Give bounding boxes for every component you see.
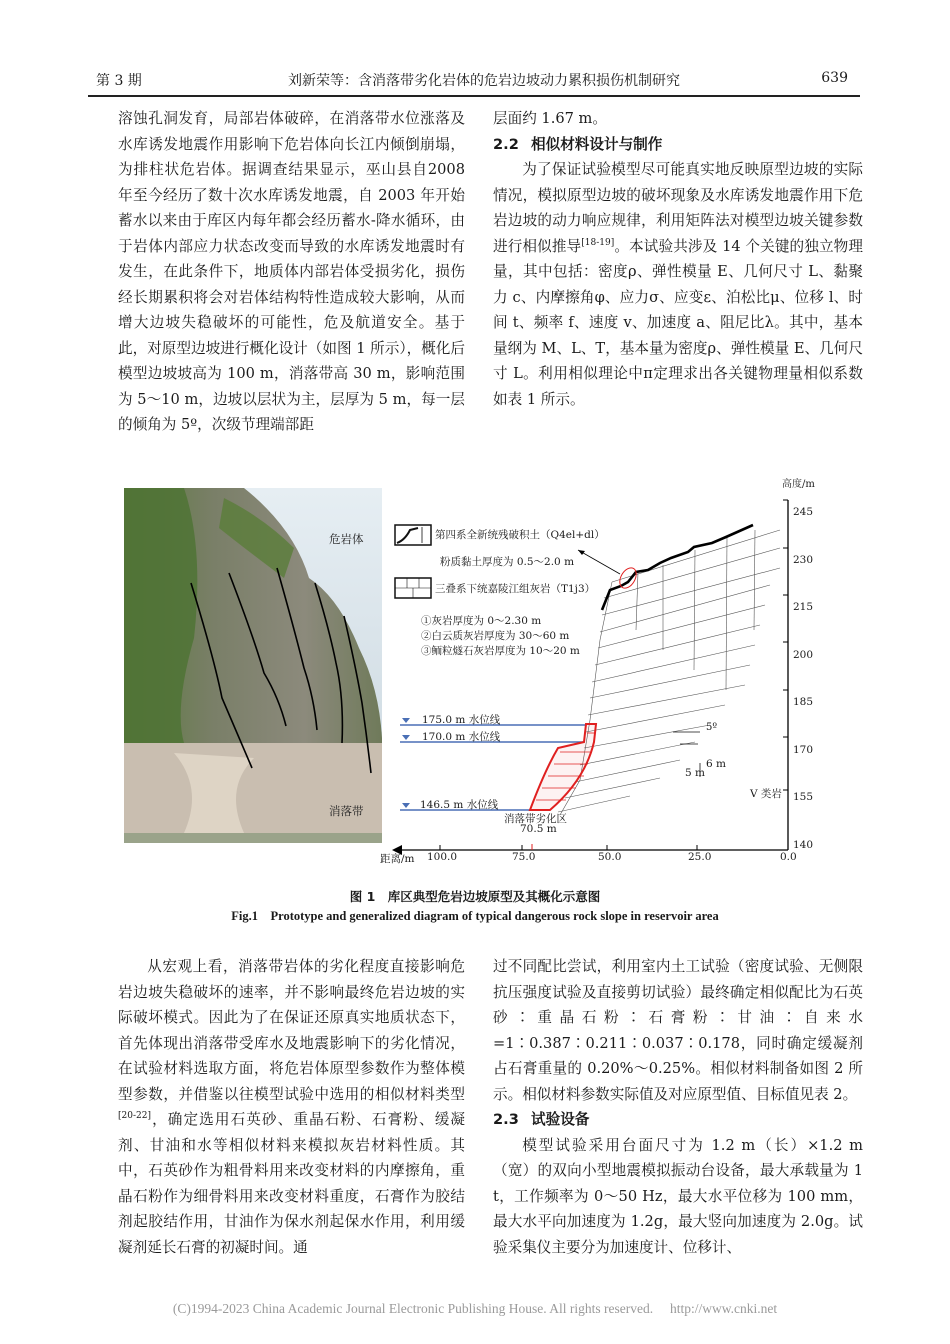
issue-number: 第 3 期 [96, 73, 142, 89]
x-tick: 100.0 [427, 851, 458, 863]
legend-q4-note: 粉质黏土厚度为 0.5～2.0 m [440, 556, 575, 568]
surface-soil-line [602, 525, 753, 610]
section-title: 试验设备 [531, 1111, 590, 1128]
water-level-146: 146.5 m 水位线 [420, 799, 499, 811]
photo-label-fluctuation-zone: 消落带 [329, 804, 364, 818]
paragraph-continuation: 层面约 1.67 m。 [493, 110, 607, 127]
degraded-zone-distance: 70.5 m [520, 823, 557, 835]
section-number: 2.3 [493, 1111, 519, 1128]
paragraph [493, 157, 863, 412]
y-axis-ticks [793, 489, 813, 869]
y-tick: 200 [793, 648, 814, 661]
legend-q4-icon [395, 525, 431, 545]
dip-angle-label: 5º [706, 722, 718, 733]
layer-thickness-list [421, 614, 580, 659]
layer-2: ②白云质灰岩厚度为 30～60 m [421, 630, 570, 642]
figure-caption-cn: 图 1 库区典型危岩边坡原型及其概化示意图 [349, 889, 601, 904]
paragraph: 模型试验采用台面尺寸为 1.2 m（长）×1.2 m（宽）的双向小型地震模拟振动台设备，最大承载量为 1 t，工作频率为 0～50 Hz，最大水平位移为 100 mm，最大水平向加速度为 1.2g，最大竖向加速度为 2.0g。试验采集仪主要分为加速度计、位移计、 [493, 1136, 863, 1256]
degraded-zone [530, 724, 596, 810]
layer-1: ①灰岩厚度为 0～2.30 m [421, 615, 542, 627]
legend-t1j3-icon [395, 578, 431, 598]
column-right-bottom [493, 954, 863, 1260]
section-heading-2-2 [493, 132, 863, 158]
thickness-label: 5 m [685, 767, 705, 779]
column-right-top [493, 106, 863, 412]
citation[interactable]: [18-19] [581, 237, 615, 248]
photo-label-dangerous-rock: 危岩体 [329, 532, 364, 546]
y-tick: 245 [793, 506, 814, 518]
x-tick: 50.0 [598, 851, 622, 863]
x-tick: 75.0 [512, 851, 536, 863]
copyright-footer: (C)1994-2023 China Academic Journal Electronic Publishing House. All rights reserved. http://www.cnki.net [172, 1301, 778, 1316]
water-level-170: 170.0 m 水位线 [422, 731, 501, 743]
rock-layers [558, 530, 780, 815]
page-number: 639 [821, 70, 848, 86]
legend-q4-label: 第四系全新统残破积土（Q4el+dl） [435, 529, 605, 541]
citation[interactable]: [20-22] [118, 1111, 151, 1122]
paragraph-text: 从宏观上看，消落带岩体的劣化程度直接影响危岩边坡失稳破坏的速率，并不影响最终危岩边坡的实际破坏模式。因此为了在保证还原真实地质状态下，首先体现出消落带受库水及地震影响下的劣化情况，在试验材料选取方面，将危岩体原型参数作为整体模型参数，并借鉴以往模型试验中选用的相似材料类型 [118, 958, 465, 1103]
running-header [88, 66, 860, 92]
y-tick: 140 [793, 838, 814, 851]
slope-photo [124, 488, 382, 843]
y-tick: 185 [793, 696, 814, 708]
y-tick: 215 [793, 601, 814, 613]
section-heading-2-3 [493, 1107, 863, 1133]
legend-t1j3-label: 三叠系下统嘉陵江组灰岩（T1j3） [435, 583, 596, 595]
cliff-photo-illustration [124, 488, 382, 843]
figure-1 [122, 480, 822, 870]
water-level-icons [402, 718, 410, 808]
paragraph: 过不同配比尝试，利用室内土工试验（密度试验、无侧限抗压强度试验及直接剪切试验）最终确定相似配比为石英砂∶重晶石粉∶石膏粉∶甘油∶自来水=1∶0.387∶0.211∶0.037∶0.178，同时确定缓凝剂占石膏重量的 0.20%～0.25%。相似材料制备如图 2 所示。相似材料参数实际值及对应原型值、目标值见表 2。 [493, 958, 863, 1103]
x-axis-title: 距离/m [380, 853, 415, 865]
layer-3: ③鲕粒燧石灰岩厚度为 10～20 m [421, 645, 580, 657]
paragraph [118, 954, 465, 1260]
x-tick: 25.0 [688, 851, 712, 863]
y-tick: 230 [793, 553, 814, 566]
spacing-label: 6 m [706, 758, 726, 770]
section-number: 2.2 [493, 135, 519, 153]
water-level-175: 175.0 m 水位线 [422, 714, 501, 726]
header-rule [88, 95, 860, 97]
paragraph-text: 为了保证试验模型尽可能真实地反映原型边坡的实际情况，模拟原型边坡的破坏现象及水库诱发地震作用下危岩边坡的动力响应规律，利用矩阵法对模型边坡关键参数进行相似推导 [493, 161, 863, 255]
y-tick: 170 [793, 743, 814, 756]
running-title: 刘新荣等：含消落带劣化岩体的危岩边坡动力累积损伤机制研究 [288, 73, 680, 89]
paragraph-text: 。本试验共涉及 14 个关键的独立物理量，其中包括：密度ρ、弹性模量 E、几何尺寸 L、黏聚力 c、内摩擦角φ、应力σ、应变ε、泊松比μ、位移 l、时间 t、频率 f、速度 v、加速度 a、阻尼比λ。其中，基本量纲为 M、L、T，基本量为密度ρ、弹性模量 E、几何尺寸 L。利用相似理论中π定理求出各关键物理量相似系数如表 1 所示。 [493, 237, 863, 408]
y-axis-title: 高度/m [782, 479, 815, 490]
rock-class-label: V 类岩 [750, 788, 782, 800]
column-left-bottom [118, 954, 465, 1260]
paragraph-text: ，确定选用石英砂、重晶石粉、石膏粉、缓凝剂、甘油和水等相似材料来模拟灰岩材料性质。其中，石英砂作为粗骨料用来改变材料的内摩擦角，重晶石粉作为细骨料用来改变材料重度，石膏作为胶结剂起胶结作用，甘油作为保水剂起保水作用，利用缓凝剂延长石膏的初凝时间。通 [118, 1111, 465, 1256]
paragraph: 溶蚀孔洞发育，局部岩体破碎，在消落带水位涨落及水库诱发地震作用影响下危岩体向长江内倾倒崩塌，为排柱状危岩体。据调查结果显示，巫山县自2008 年至今经历了数十次水库诱发地震，自 2003 年开始蓄水以来由于库区内每年都会经历蓄水-降水循环，由于岩体内部应力状态改变而导致的水库诱发地震时有发生，在此条件下，地质体内部岩体受损劣化，损伤经长期累积将会对岩体结构特性造成较大影响，从而增大边坡失稳破坏的可能性，危及航道安全。基于此，对原型边坡进行概化设计（如图 1 所示），概化后模型边坡坡高为 100 m，消落带高 30 m，影响范围为 5～10 m，边坡以层状为主，层厚为 5 m，每一层的倾角为 5º，次级节理端部距 [118, 110, 465, 433]
figure-caption-en: Fig.1 Prototype and generalized diagram of typical dangerous rock slope in reservoir area [231, 909, 719, 923]
column-left-top [118, 106, 465, 438]
section-title: 相似材料设计与制作 [531, 135, 663, 153]
degraded-zone-label: 消落带劣化区 [504, 813, 567, 825]
y-tick: 155 [793, 791, 814, 803]
callout-arrow [578, 550, 620, 574]
x-tick: 0.0 [780, 851, 797, 863]
